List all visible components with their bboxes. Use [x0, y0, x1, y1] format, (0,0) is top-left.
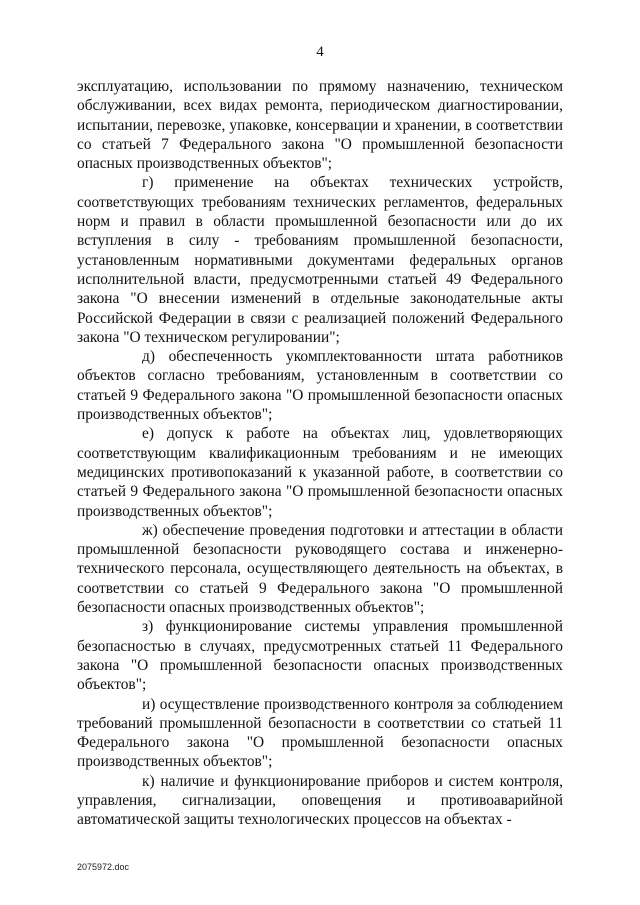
- paragraph-item-z: з) функционирование системы управления промышленной безопасностью в случаях, предусмотренных статьей 11 Федерального закона "О промышленной безопасности опасных производственных объектов";: [77, 618, 563, 694]
- paragraph-item-d: д) обеспеченность укомплектованности штата работников объектов согласно требованиям, установленным в соответствии со статьей 9 Федерального закона "О промышленной безопасности опасных производственных объектов";: [77, 348, 563, 424]
- paragraph-item-i: и) осуществление производственного контроля за соблюдением требований промышленной безопасности в соответствии со статьей 11 Федерального закона "О промышленной безопасности опасных производственных объектов";: [77, 695, 563, 771]
- paragraph-item-k: к) наличие и функционирование приборов и систем контроля, управления, сигнализации, оповещения и противоаварийной автоматической защиты технологических процессов на объектах -: [77, 772, 563, 829]
- document-body: [77, 77, 563, 830]
- paragraph-item-g: г) применение на объектах технических устройств, соответствующих требованиям технических регламентов, федеральных норм и правил в области промышленной безопасности или до их вступления в силу - требованиям промышленной безопасности, установленным нормативными документами федеральных органов исполнительной власти, предусмотренными статьей 49 Федерального закона "О внесении изменений в отдельные законодательные акты Российской Федерации в связи с реализацией положений Федерального закона "О техническом регулировании";: [77, 174, 563, 346]
- paragraph-item-e: е) допуск к работе на объектах лиц, удовлетворяющих соответствующим квалификационным требованиям и не имеющих медицинских противопоказаний к указанной работе, в соответствии со статьей 9 Федерального закона "О промышленной безопасности опасных производственных объектов";: [77, 425, 563, 520]
- footer-filename: 2075972.doc: [77, 862, 130, 872]
- page-number: 4: [316, 44, 324, 60]
- paragraph-continuation: эксплуатацию, использовании по прямому назначению, техническом обслуживании, всех видах ремонта, периодическом диагностировании, испытании, перевозке, упаковке, консервации и хранении, в соответствии со статьей 7 Федерального закона "О промышленной безопасности опасных производственных объектов";: [77, 78, 563, 173]
- paragraph-item-zh: ж) обеспечение проведения подготовки и аттестации в области промышленной безопасности руководящего состава и инженерно-технического персонала, осуществляющего деятельность на объектах, в соответствии со статьей 9 Федерального закона "О промышленной безопасности опасных производственных объектов";: [77, 521, 563, 617]
